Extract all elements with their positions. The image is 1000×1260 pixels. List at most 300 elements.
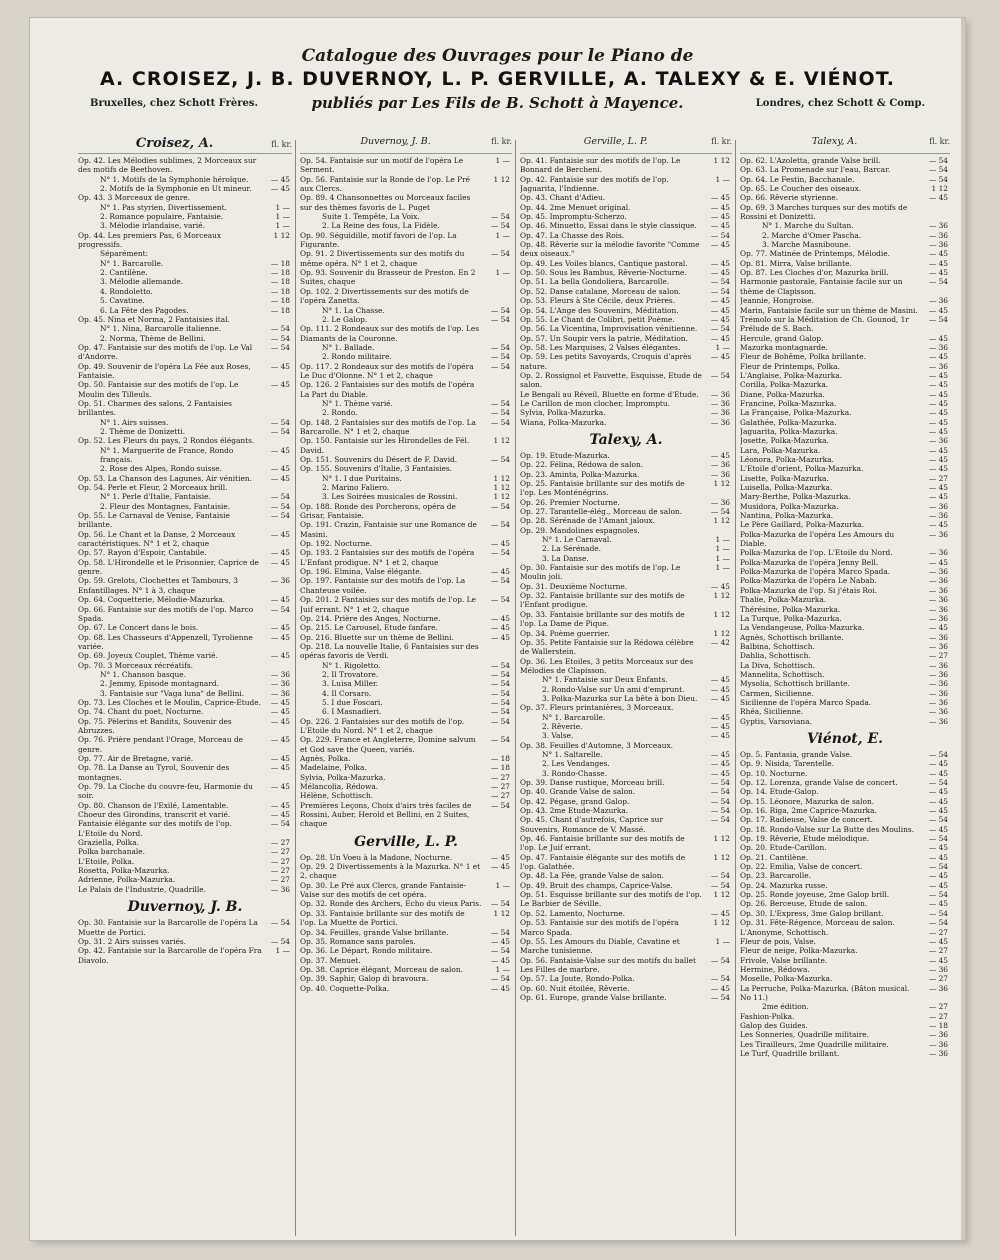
entry-title: Op. 34. Poème guerrier. bbox=[520, 628, 610, 638]
catalogue-entry bbox=[300, 614, 512, 623]
catalogue-entry bbox=[740, 670, 950, 679]
entry-title: Francine, Polka-Mazurka. bbox=[740, 398, 837, 408]
entry-price: — 45 bbox=[928, 768, 948, 778]
entry-price: — 54 bbox=[490, 697, 510, 707]
catalogue-entry bbox=[300, 717, 512, 736]
catalogue-entry bbox=[520, 984, 732, 993]
entry-price: — 27 bbox=[928, 651, 948, 661]
entry-title: Op. 47. La Chasse des Rois. bbox=[520, 230, 625, 240]
catalogue-entry bbox=[300, 380, 512, 399]
catalogue-entry bbox=[520, 212, 732, 221]
entry-price: 1 — bbox=[495, 156, 510, 165]
catalogue-entry bbox=[78, 661, 292, 670]
catalogue-entry bbox=[78, 418, 292, 427]
entry-price: — 36 bbox=[928, 1048, 948, 1058]
entry-title: Op. 36. Le Départ, Rondo militaire. bbox=[300, 946, 433, 956]
entry-price: 1 12 bbox=[493, 436, 510, 446]
entry-title: Op. 40. Grande Valse de salon. bbox=[520, 787, 636, 797]
entry-price: — 36 bbox=[710, 398, 730, 408]
catalogue-entry bbox=[740, 642, 950, 651]
entry-price: — 54 bbox=[710, 787, 730, 797]
entry-price: — 45 bbox=[928, 843, 948, 853]
catalogue-entry bbox=[740, 1040, 950, 1049]
column-composer: Talexy, A. bbox=[811, 136, 858, 147]
entry-title: Op. 35. Romance sans paroles. bbox=[300, 936, 416, 946]
catalogue-entry bbox=[740, 899, 950, 908]
entry-price: — 45 bbox=[270, 184, 290, 194]
catalogue-entry bbox=[740, 679, 950, 688]
entry-price: — 54 bbox=[490, 576, 510, 586]
entry-title: Op. 58. L'Hirondelle et le Prisonnier, Caprice de genre. bbox=[78, 557, 259, 577]
entry-title: Op. 53. La Chanson des Lagunes, Air vénitien. bbox=[78, 473, 252, 483]
catalogue-entry bbox=[78, 268, 292, 277]
entry-title: Op. 29. 2 Divertissements à la Mazurka. N° 1 et 2, chaque bbox=[300, 862, 481, 881]
entry-price: — 54 bbox=[490, 342, 510, 352]
entry-title: Op. 64. Le Festin, Bacchanale. bbox=[740, 174, 855, 184]
entry-title: N° 1. Marche du Sultan. bbox=[762, 221, 854, 231]
entry-price: — 36 bbox=[928, 595, 948, 605]
catalogue-entry bbox=[78, 689, 292, 698]
catalogue-entry bbox=[740, 530, 950, 549]
catalogue-entry bbox=[520, 343, 732, 352]
entry-title: Op. 52. Lamento, Nocturne. bbox=[520, 908, 625, 918]
catalogue-entry bbox=[300, 362, 512, 381]
entry-price: — 54 bbox=[710, 507, 730, 517]
catalogue-entry bbox=[740, 548, 950, 557]
column-divider bbox=[735, 140, 736, 1236]
entry-title: Op. 39. Danse rustique, Morceau brill. bbox=[520, 778, 665, 787]
entry-price: — 45 bbox=[490, 852, 510, 862]
entry-price: — 36 bbox=[928, 511, 948, 521]
entry-title: N° 1. Marguerite de France, Rondo français. bbox=[100, 445, 234, 464]
entry-title: 2. Rondo militaire. bbox=[322, 352, 392, 362]
entry-title: Op. 28. Un Voeu à la Madone, Nocturne. bbox=[300, 852, 453, 862]
entry-title: Op. 55. Le Chant de Colibri, petit Poème. bbox=[520, 314, 675, 324]
entry-title: Galop des Guides. bbox=[740, 1020, 808, 1030]
entry-price: 1 — bbox=[715, 544, 730, 554]
entry-price: — 45 bbox=[928, 464, 948, 474]
entry-price: — 45 bbox=[710, 221, 730, 231]
entry-title: N° 1. Pas styrien, Divertissement. bbox=[100, 202, 227, 212]
catalogue-entry bbox=[740, 558, 950, 567]
catalogue-entry bbox=[78, 399, 292, 418]
entry-title: Op. 33. Fantaisie brillante sur des motifs de l'op. La Muette de Portici. bbox=[300, 908, 465, 928]
catalogue-entry bbox=[740, 853, 950, 862]
catalogue-entry bbox=[740, 343, 950, 352]
catalogue-entry bbox=[740, 871, 950, 880]
entry-price: 1 — bbox=[715, 553, 730, 563]
entry-list bbox=[78, 156, 292, 965]
entry-title: La Diva, Schottisch. bbox=[740, 660, 815, 670]
entry-title: Agnès, Polka. bbox=[300, 754, 351, 763]
entry-title: Op. 38. Caprice élégant, Morceau de salon. bbox=[300, 964, 463, 974]
catalogue-entry bbox=[740, 1002, 950, 1011]
price-units: fl. kr. bbox=[929, 137, 950, 146]
entry-title: Mary-Berthe, Polka-Mazurka. bbox=[740, 492, 851, 502]
entry-price: 1 12 bbox=[713, 852, 730, 862]
entry-title: Hélène, Schottisch. bbox=[300, 791, 374, 801]
entry-title: Gyptis, Varsoviana. bbox=[740, 716, 812, 726]
column-composer: Duvernoy, J. B. bbox=[360, 136, 431, 147]
entry-title: Op. 63. La Promenade sur l'eau, Barcar. bbox=[740, 165, 891, 175]
entry-title: Harmonie pastorale, Fantaisie facile sur un thème de Clapisson. bbox=[740, 277, 903, 296]
catalogue-entry bbox=[740, 221, 950, 230]
entry-price: 1 12 bbox=[713, 479, 730, 488]
entry-title: Op. 32. Fantaisie brillante sur des motifs de l'Enfant prodigue. bbox=[520, 591, 685, 610]
catalogue-entry bbox=[520, 507, 732, 516]
entry-title: Premières Leçons, Choix d'airs très faciles de Rossini, Auber, Herold et Bellini, en 2 Suites, chaque bbox=[300, 800, 472, 829]
column-4 bbox=[740, 136, 950, 1244]
catalogue-entry bbox=[78, 717, 292, 736]
entry-price: — 54 bbox=[270, 333, 290, 343]
entry-title: Le Carillon de mon clocher, Impromptu. bbox=[520, 398, 670, 408]
entry-title: 2. Motifs de la Symphonie en Ut mineur. bbox=[100, 184, 252, 194]
entry-title: 2. Marino Faliero. bbox=[322, 483, 390, 493]
entry-price: — 54 bbox=[490, 800, 510, 810]
entry-title: Op. 69. Joyeux Couplet, Thème varié. bbox=[78, 651, 218, 661]
entry-price: — 54 bbox=[928, 277, 948, 287]
entry-price: 1 12 bbox=[713, 890, 730, 900]
catalogue-entry bbox=[78, 875, 292, 884]
entry-price: 1 — bbox=[495, 268, 510, 278]
entry-title: Op. 53. Fleurs à Ste Cécile, deux Prières. bbox=[520, 296, 676, 306]
entry-title: Op. 56. Fantaisie-Valse sur des motifs du ballet Les Filles de marbre. bbox=[520, 955, 696, 974]
catalogue-entry bbox=[300, 899, 512, 908]
entry-title: Galathée, Polka-Mazurka. bbox=[740, 417, 837, 427]
entry-title: 3. Fantaisie sur "Vaga luna" de Bellini. bbox=[100, 688, 245, 698]
entry-title: N° 1. Chanson basque. bbox=[100, 669, 186, 679]
catalogue-entry bbox=[520, 993, 732, 1002]
entry-price: — 36 bbox=[710, 497, 730, 507]
catalogue-entry bbox=[78, 287, 292, 296]
entry-price: — 36 bbox=[928, 548, 948, 558]
entry-title: Le Père Gaillard, Polka-Mazurka. bbox=[740, 520, 864, 530]
catalogue-entry bbox=[300, 492, 512, 501]
catalogue-entry bbox=[740, 778, 950, 787]
entry-price: — 54 bbox=[928, 174, 948, 184]
entry-price: 1 12 bbox=[493, 492, 510, 502]
entry-price: — 27 bbox=[270, 847, 290, 857]
catalogue-entry bbox=[78, 576, 292, 595]
catalogue-entry bbox=[740, 928, 950, 937]
entry-price: — 45 bbox=[928, 370, 948, 380]
entry-title: N° 1. Fantaisie sur Deux Enfants. bbox=[542, 675, 668, 685]
catalogue-entry bbox=[300, 221, 512, 230]
header-title-line1: Catalogue des Ouvrages pour le Piano de bbox=[301, 46, 694, 66]
catalogue-entry bbox=[300, 595, 512, 614]
entry-price: 1 — bbox=[715, 936, 730, 946]
catalogue-entry bbox=[740, 769, 950, 778]
entry-price: — 27 bbox=[270, 856, 290, 866]
entry-title: Op. 23. Aminta, Polka-Mazurka. bbox=[520, 469, 640, 479]
catalogue-entry bbox=[520, 498, 732, 507]
catalogue-entry bbox=[78, 156, 292, 175]
catalogue-entry bbox=[300, 689, 512, 698]
entry-title: Op. 55. Les Amours du Diable, Cavatine et Marche tunisienne. bbox=[520, 936, 680, 956]
entry-price: — 54 bbox=[710, 286, 730, 296]
catalogue-entry bbox=[78, 623, 292, 632]
catalogue-entry bbox=[78, 937, 292, 946]
entry-price: — 54 bbox=[928, 815, 948, 825]
entry-title: Op. 102. 2 Divertissements sur des motifs de l'opéra Zanetta. bbox=[300, 286, 469, 306]
entry-price: — 27 bbox=[490, 782, 510, 792]
catalogue-entry bbox=[300, 474, 512, 483]
entry-title: Op. 155. Souvenirs d'Italie, 3 Fantaisies. bbox=[300, 464, 453, 474]
entry-title: 2. Fleur des Montagnes, Fantaisie. bbox=[100, 501, 231, 511]
entry-title: 3. La Danse. bbox=[542, 553, 589, 563]
entry-title: Op. 19. Rêverie, Etude mélodique. bbox=[740, 834, 870, 844]
catalogue-entry bbox=[520, 296, 732, 305]
entry-title: Op. 2. Rossignol et Fauvette, Esquisse, Etude de salon. bbox=[520, 370, 702, 390]
entry-title: Op. 57. Rayon d'Espoir, Cantabile. bbox=[78, 548, 207, 558]
entry-price: — 54 bbox=[710, 806, 730, 816]
entry-price: 1 — bbox=[275, 221, 290, 231]
catalogue-entry bbox=[300, 268, 512, 287]
entry-price: — 45 bbox=[270, 445, 290, 455]
catalogue-entry bbox=[78, 754, 292, 763]
catalogue-entry bbox=[520, 834, 732, 853]
entry-price: — 45 bbox=[270, 464, 290, 474]
entry-title: Op. 37. Fleurs printanières, 3 Morceaux. bbox=[520, 703, 674, 713]
entry-price: — 54 bbox=[928, 156, 948, 165]
header-title-line2: A. CROISEZ, J. B. DUVERNOY, L. P. GERVILLE, A. TALEXY & E. VIÉNOT. bbox=[99, 68, 895, 90]
entry-price: — 54 bbox=[490, 679, 510, 689]
catalogue-entry bbox=[520, 787, 732, 796]
entry-price: — 54 bbox=[928, 749, 948, 759]
entry-price: — 45 bbox=[928, 899, 948, 909]
entry-price: — 36 bbox=[928, 342, 948, 352]
catalogue-entry bbox=[740, 231, 950, 240]
entry-price: — 45 bbox=[928, 417, 948, 427]
entry-title: Op. 50. Fantaisie sur des motifs de l'op. Le Moulin des Tilleuls. bbox=[78, 380, 239, 399]
entry-title: 2. Thème de Donizetti. bbox=[100, 426, 186, 436]
entry-title: Les Tirailleurs, 2me Quadrille militaire. bbox=[740, 1039, 889, 1049]
entry-title: Josette, Polka-Mazurka. bbox=[740, 436, 829, 446]
entry-title: Op. 47. Fantaisie sur des motifs de l'op. Le Val d'Andorre. bbox=[78, 342, 253, 362]
entry-title: Op. 57. Un Soupir vers la patrie, Méditation. bbox=[520, 333, 688, 343]
catalogue-entry bbox=[740, 909, 950, 918]
entry-title: Op. 191. Crazin, Fantaisie sur une Romance de Masini. bbox=[300, 520, 477, 539]
entry-title: L'Anglaise, Polka-Mazurka. bbox=[740, 370, 843, 380]
entry-price: 1 12 bbox=[713, 591, 730, 601]
entry-title: 2me édition. bbox=[762, 1002, 809, 1012]
entry-title: Jeannie, Hongroise. bbox=[740, 296, 814, 306]
entry-price: — 45 bbox=[270, 716, 290, 726]
entry-title: Fashion-Polka. bbox=[740, 1011, 795, 1021]
catalogue-entry bbox=[740, 492, 950, 501]
catalogue-entry bbox=[740, 890, 950, 899]
entry-price: — 54 bbox=[490, 361, 510, 371]
entry-title: 5. Cavatine. bbox=[100, 296, 145, 306]
entry-price: — 54 bbox=[490, 417, 510, 427]
entry-price: — 45 bbox=[710, 212, 730, 222]
entry-title: Op. 48. La Fée, grande Valse de salon. bbox=[520, 871, 664, 881]
catalogue-entry bbox=[740, 315, 950, 334]
entry-title: N° 1. Barcarolle. bbox=[542, 712, 606, 722]
entry-price: — 36 bbox=[928, 632, 948, 642]
catalogue-entry bbox=[78, 464, 292, 473]
entry-price: 1 — bbox=[275, 212, 290, 222]
entry-title: N° 1. Nina, Barcarolle italienne. bbox=[100, 324, 222, 334]
entry-price: — 45 bbox=[928, 258, 948, 268]
catalogue-entry bbox=[78, 548, 292, 557]
entry-title: Op. 42. Fantaisie sur des motifs de l'op. Jaguarita, l'Indienne. bbox=[520, 174, 669, 194]
column-divider bbox=[515, 140, 516, 1236]
catalogue-entry bbox=[520, 418, 732, 427]
entry-price: — 45 bbox=[928, 408, 948, 418]
entry-title: Op. 46. Minuetto, Essai dans le style classique. bbox=[520, 221, 697, 231]
catalogue-entry bbox=[78, 810, 292, 819]
catalogue-entry bbox=[78, 735, 292, 754]
column-header bbox=[740, 136, 950, 154]
catalogue-entry bbox=[740, 427, 950, 436]
entry-list bbox=[740, 156, 950, 1058]
catalogue-entry bbox=[520, 221, 732, 230]
entry-price: — 54 bbox=[710, 324, 730, 334]
catalogue-entry bbox=[740, 520, 950, 529]
entry-title: N° 1. I due Puritains. bbox=[322, 473, 402, 483]
entry-price: — 54 bbox=[710, 955, 730, 965]
entry-price: — 36 bbox=[928, 436, 948, 446]
entry-price: — 54 bbox=[490, 595, 510, 605]
catalogue-entry bbox=[740, 576, 950, 585]
catalogue-entry bbox=[300, 520, 512, 539]
entry-price: 1 — bbox=[715, 342, 730, 352]
entry-title: Mannelita, Schottisch. bbox=[740, 669, 825, 679]
entry-title: Op. 41. Fantaisie sur des motifs de l'op. Le Bonnard de Bercheni. bbox=[520, 156, 681, 175]
catalogue-entry bbox=[78, 231, 292, 250]
entry-price: — 54 bbox=[928, 314, 948, 324]
catalogue-entry bbox=[300, 754, 512, 763]
entry-title: Polka-Mazurka de l'opéra Marco Spada. bbox=[740, 567, 891, 577]
catalogue-entry bbox=[78, 296, 292, 305]
entry-price: — 54 bbox=[928, 890, 948, 900]
catalogue-entry bbox=[520, 871, 732, 880]
entry-price: — 45 bbox=[490, 623, 510, 633]
entry-title: Op. 10. Nocturne. bbox=[740, 768, 808, 778]
entry-price: — 54 bbox=[490, 716, 510, 726]
entry-price: — 45 bbox=[928, 492, 948, 502]
catalogue-entry bbox=[78, 918, 292, 937]
entry-price: — 45 bbox=[928, 445, 948, 455]
catalogue-entry bbox=[740, 455, 950, 464]
catalogue-entry bbox=[78, 380, 292, 399]
entry-price: — 36 bbox=[928, 576, 948, 586]
entry-title: Op. 77. Matinée de Printemps, Mélodie. bbox=[740, 249, 890, 259]
catalogue-entry bbox=[520, 694, 732, 703]
entry-price: — 45 bbox=[928, 389, 948, 399]
catalogue-entry bbox=[78, 212, 292, 221]
entry-title: Op. 52. Les Fleurs du pays, 2 Rondos élégants. bbox=[78, 436, 255, 446]
entry-price: — 54 bbox=[490, 398, 510, 408]
entry-price: — 54 bbox=[270, 918, 290, 928]
entry-price: — 45 bbox=[270, 174, 290, 184]
catalogue-columns bbox=[78, 136, 950, 1246]
entry-title: Op. 36. Les Etoiles, 3 petits Morceaux sur des Mélodies de Clapisson. bbox=[520, 656, 694, 675]
composer-heading: Talexy, A. bbox=[589, 431, 663, 448]
entry-title: Trémolo sur la Méditation de Ch. Gounod, 1r Prélude de S. Bach. bbox=[740, 314, 909, 334]
catalogue-entry bbox=[300, 287, 512, 306]
entry-title: Op. 51. Esquisse brillante sur des motifs de l'op. Le Barbier de Séville. bbox=[520, 890, 702, 909]
entry-title: Op. 77. Air de Bretagne, varié. bbox=[78, 754, 194, 763]
catalogue-entry bbox=[740, 371, 950, 380]
entry-price: — 45 bbox=[710, 908, 730, 918]
entry-title: Les Sonneries, Quadrille militaire. bbox=[740, 1030, 869, 1040]
catalogue-entry bbox=[740, 567, 950, 576]
entry-price: — 54 bbox=[490, 735, 510, 745]
catalogue-entry bbox=[520, 470, 732, 479]
entry-price: — 36 bbox=[928, 641, 948, 651]
entry-title: Op. 32. Ronde des Archers, Echo du vieux Paris. bbox=[300, 899, 482, 909]
entry-price: — 45 bbox=[928, 787, 948, 797]
entry-price: — 45 bbox=[270, 529, 290, 539]
entry-price: 1 12 bbox=[713, 609, 730, 619]
catalogue-entry bbox=[740, 464, 950, 473]
entry-title: Op. 58. Les Marquises, 2 Valses élégantes. bbox=[520, 342, 681, 352]
entry-title: Corilla, Polka-Mazurka. bbox=[740, 380, 829, 390]
entry-title: Op. 64. Coquetterie, Mélodie-Mazurka. bbox=[78, 595, 225, 605]
entry-price: — 45 bbox=[928, 623, 948, 633]
page-edge bbox=[961, 18, 965, 1240]
entry-price: — 36 bbox=[710, 460, 730, 470]
catalogue-entry bbox=[740, 651, 950, 660]
catalogue-entry bbox=[300, 909, 512, 928]
entry-title: 3. Mélodie allemande. bbox=[100, 277, 184, 287]
catalogue-entry bbox=[740, 1012, 950, 1021]
entry-title: 2. Jemmy, Episode montagnard. bbox=[100, 679, 219, 689]
catalogue-entry bbox=[740, 698, 950, 707]
entry-title: Polka-Mazurka de l'opéra Jenny Bell. bbox=[740, 557, 879, 567]
entry-price: — 27 bbox=[270, 838, 290, 848]
entry-price: — 54 bbox=[490, 520, 510, 530]
catalogue-entry bbox=[520, 956, 732, 975]
entry-title: Op. 17. Radieuse, Valse de concert. bbox=[740, 815, 873, 825]
catalogue-entry bbox=[520, 778, 732, 787]
catalogue-entry bbox=[740, 623, 950, 632]
entry-price: — 54 bbox=[710, 880, 730, 890]
entry-title: Op. 49. Les Voiles blancs, Cantique pastoral. bbox=[520, 258, 688, 268]
catalogue-entry bbox=[300, 315, 512, 324]
catalogue-entry bbox=[740, 946, 950, 955]
entry-price: 1 — bbox=[495, 964, 510, 974]
catalogue-entry bbox=[740, 165, 950, 174]
entry-price: — 45 bbox=[270, 735, 290, 745]
catalogue-entry bbox=[520, 324, 732, 333]
entry-price: — 45 bbox=[928, 333, 948, 343]
entry-price: — 18 bbox=[490, 754, 510, 763]
entry-title: Fantaisie élégante sur des motifs de l'op. L'Etoile du Nord. bbox=[78, 819, 232, 838]
catalogue-entry bbox=[520, 881, 732, 890]
catalogue-entry bbox=[520, 352, 732, 371]
entry-title: Dahlia, Schottisch. bbox=[740, 651, 811, 661]
entry-price: — 45 bbox=[270, 782, 290, 792]
catalogue-entry bbox=[300, 965, 512, 974]
entry-title: N° 1. Thème varié. bbox=[322, 398, 393, 408]
composer-heading: Viénot, E. bbox=[806, 730, 884, 747]
catalogue-entry bbox=[300, 193, 512, 212]
entry-title: N° 1. Ballade. bbox=[322, 342, 375, 352]
entry-title: Op. 43. 2me Etude-Mazurka. bbox=[520, 806, 629, 816]
catalogue-entry bbox=[740, 661, 950, 670]
entry-price: 1 12 bbox=[713, 516, 730, 526]
catalogue-entry bbox=[520, 156, 732, 175]
entry-price: — 45 bbox=[490, 955, 510, 965]
catalogue-entry bbox=[78, 670, 292, 679]
entry-price: — 18 bbox=[270, 268, 290, 278]
catalogue-entry bbox=[520, 287, 732, 296]
entry-title: Op. 188. Ronde des Porcherons, opéra de Grisar, Fantaisie. bbox=[300, 501, 456, 521]
entry-title: Op. 66. Fantaisie sur des motifs de l'op. Marco Spada. bbox=[78, 604, 254, 623]
